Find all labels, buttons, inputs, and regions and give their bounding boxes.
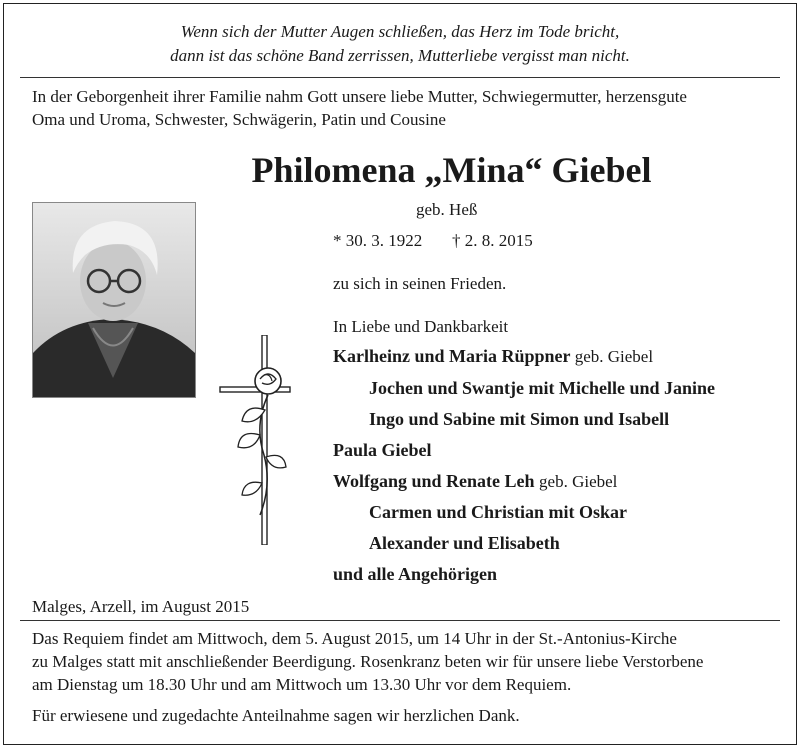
maiden-name: geb. Heß	[416, 200, 478, 219]
cross-rose-icon	[210, 335, 292, 545]
mourner-row-4: Paula Giebel	[333, 440, 432, 460]
cross-with-rose	[210, 335, 292, 549]
mourner-row-5-suffix: geb. Giebel	[539, 472, 618, 491]
peace-text: zu sich in seinen Frieden.	[333, 274, 507, 293]
intro-line-2: Oma und Uroma, Schwester, Schwägerin, Patin und Cousine	[32, 110, 446, 129]
mourner-row-5-name: Wolfgang und Renate Leh	[333, 471, 535, 491]
divider-top	[20, 77, 780, 78]
mourner-row-7: Alexander und Elisabeth	[369, 533, 560, 553]
mourner-row-3: Ingo und Sabine mit Simon und Isabell	[369, 409, 670, 429]
mourner-row-2: Jochen und Swantje mit Michelle und Janine	[369, 378, 716, 398]
thanks-line: Für erwiesene und zugedachte Anteilnahme sagen wir herzlichen Dank.	[32, 706, 520, 725]
mourners-intro: In Liebe und Dankbarkeit	[333, 317, 509, 336]
portrait-photo	[32, 202, 196, 398]
mourner-row-6: Carmen und Christian mit Oskar	[369, 502, 628, 522]
place-date: Malges, Arzell, im August 2015	[32, 597, 250, 616]
mourner-row-1-suffix: geb. Giebel	[574, 347, 654, 366]
poem-line-1: Wenn sich der Mutter Augen schließen, das Herz im Tode bricht,	[180, 22, 620, 41]
portrait-illustration	[33, 203, 195, 397]
poem-line-2: dann ist das schöne Band zerrissen, Mutterliebe vergisst man nicht.	[170, 46, 630, 65]
death-date: † 2. 8. 2015	[452, 231, 533, 250]
mourner-row-8: und alle Angehörigen	[333, 564, 498, 584]
mourner-row-5	[333, 471, 617, 492]
requiem-line-3: am Dienstag um 18.30 Uhr und am Mittwoch um 13.30 Uhr vor dem Requiem.	[32, 675, 572, 694]
mourner-row-1-name: Karlheinz und Maria Rüppner	[333, 346, 571, 366]
birth-date: * 30. 3. 1922	[333, 231, 423, 250]
deceased-name: Philomena „Mina“ Giebel	[251, 150, 652, 190]
intro-line-1: In der Geborgenheit ihrer Familie nahm Gott unsere liebe Mutter, Schwiegermutter, herzensgute	[32, 87, 687, 106]
requiem-line-2: zu Malges statt mit anschließender Beerdigung. Rosenkranz beten wir für unsere liebe Verstorbene	[32, 652, 704, 671]
divider-bottom	[20, 620, 780, 621]
requiem-line-1: Das Requiem findet am Mittwoch, dem 5. August 2015, um 14 Uhr in der St.-Antonius-Kirche	[32, 629, 677, 648]
mourner-row-1	[333, 346, 653, 367]
